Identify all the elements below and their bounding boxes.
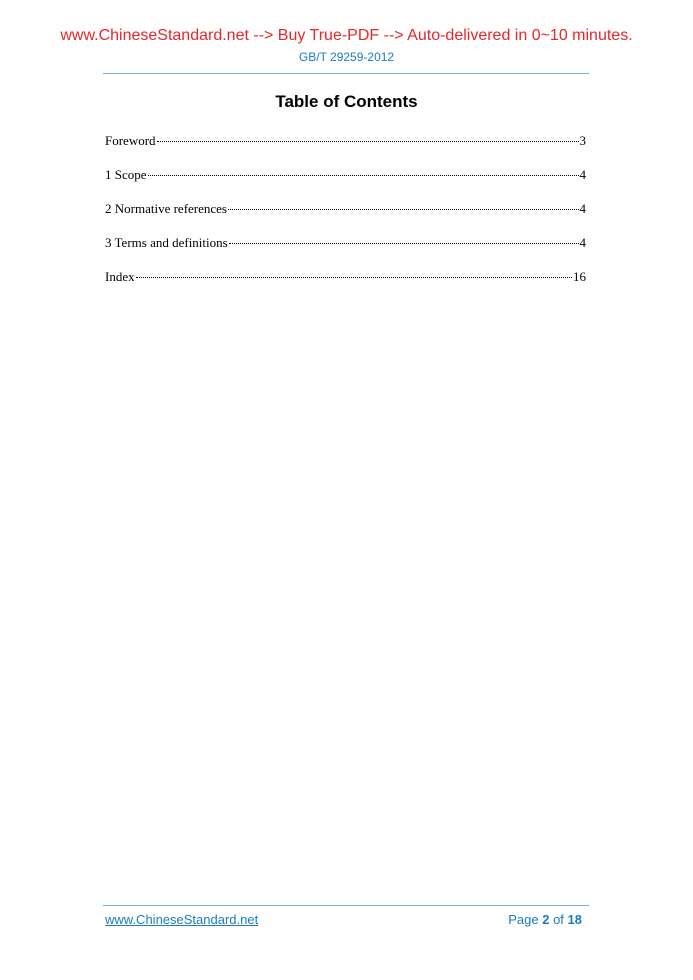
page-total: 18 (567, 912, 582, 927)
toc-entry-page: 4 (579, 201, 586, 216)
toc-entry-label: Foreword (105, 133, 156, 148)
page-number (508, 912, 582, 927)
toc-dot-leader (229, 243, 579, 244)
page-current: 2 (542, 912, 550, 927)
toc-entry-label: 2 Normative references (105, 201, 227, 216)
page-prefix: Page (508, 912, 539, 927)
toc-entry-index[interactable] (105, 269, 586, 303)
footer-divider (103, 905, 589, 906)
toc-dot-leader (157, 141, 579, 142)
toc-list (105, 133, 586, 303)
header-banner-link[interactable]: www.ChineseStandard.net --> Buy True-PDF --> Auto-delivered in 0~10 minutes. (60, 27, 633, 44)
toc-dot-leader (148, 175, 579, 176)
toc-entry-page: 4 (579, 235, 586, 250)
footer-site-link[interactable]: www.ChineseStandard.net (105, 912, 259, 927)
toc-entry-label: 3 Terms and definitions (105, 235, 228, 250)
toc-entry-terms-and-definitions[interactable] (105, 235, 586, 269)
header-divider (103, 73, 589, 74)
toc-entry-foreword[interactable] (105, 133, 586, 167)
toc-entry-label: Index (105, 269, 135, 284)
toc-entry-page: 4 (579, 167, 586, 182)
toc-entry-page: 3 (579, 133, 586, 148)
toc-dot-leader (136, 277, 572, 278)
toc-entry-scope[interactable] (105, 167, 586, 201)
document-id: GB/T 29259-2012 (298, 50, 395, 64)
toc-entry-label: 1 Scope (105, 167, 147, 182)
page-of: of (553, 912, 564, 927)
toc-dot-leader (228, 209, 579, 210)
toc-title: Table of Contents (275, 92, 418, 111)
toc-entry-normative-references[interactable] (105, 201, 586, 235)
toc-entry-page: 16 (573, 269, 586, 284)
